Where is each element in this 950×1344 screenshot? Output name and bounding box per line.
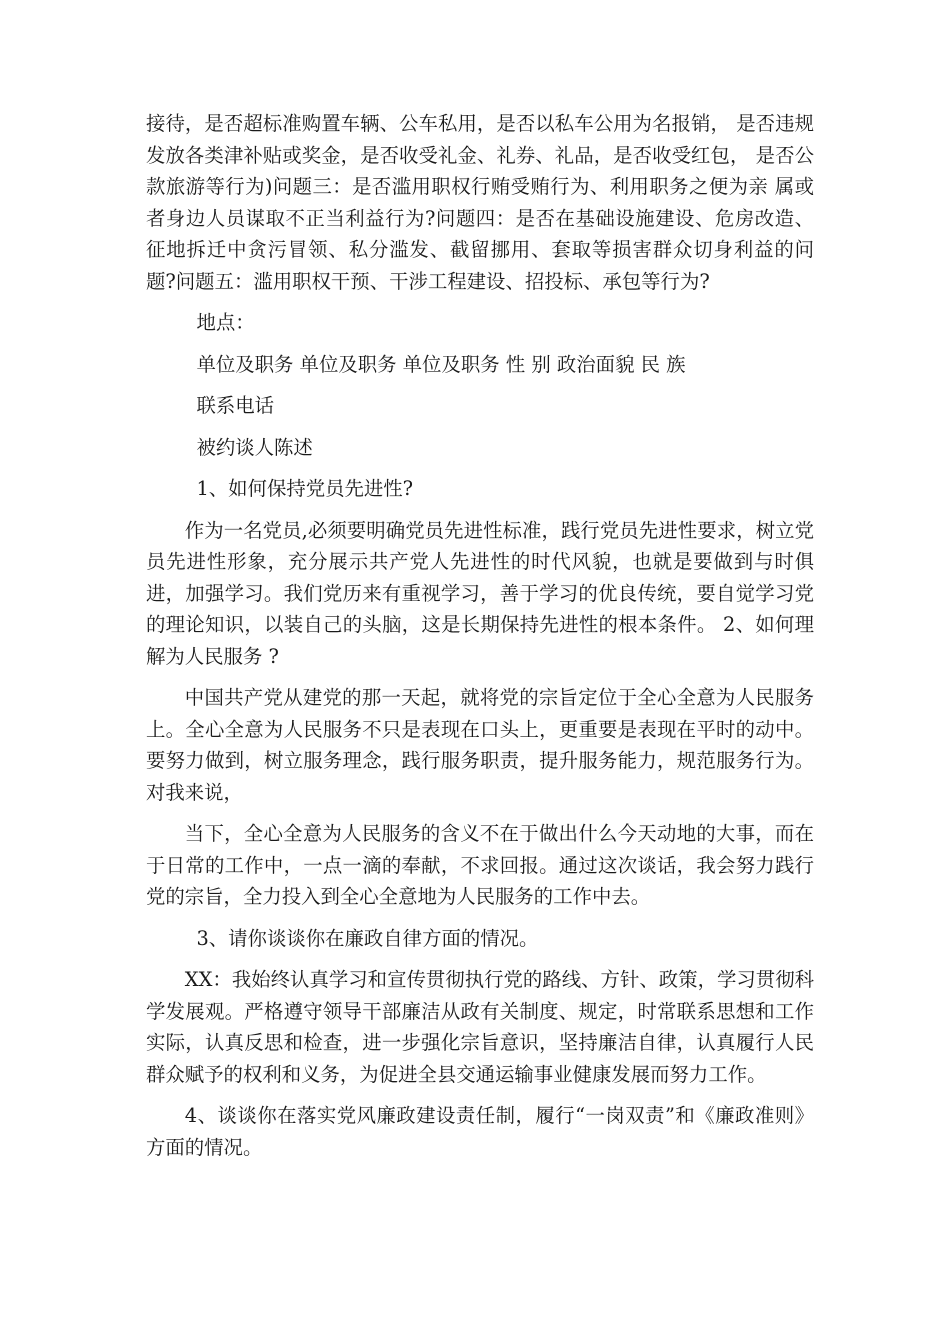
answer-1: 作为一名党员,必须要明确党员先进性标准，践行党员先进性要求，树立党员先进性形象，充分展示共产党人先进性的时代风貌，也就是要做到与时俱进，加强学习。我们党历来有重视学习，善于学习的优良传统，要自觉学习党的理论知识，以装自己的头脑，这是长期保持先进性的根本条件。 2、如何理解为人民服务 ?	[146, 518, 814, 668]
question-3: 3、请你谈谈你在廉政自律方面的情况。	[196, 926, 539, 950]
paragraph-issues-list: 接待，是否超标准购置车辆、公车私用，是否以私车公用为名报销， 是否违规发放各类津补贴或奖金，是否收受礼金、礼券、礼品，是否收受红包， 是否公款旅游等行为)问题三：是否滥用职权行贿受贿行为、利用职务之便为亲 属或者身边人员谋取不正当利益行为?问题四：是否在基础设施建设、危房改造、征地拆迁中贪污冒领、私分滥发、截留挪用、套取等损害群众切身利益的问题?问题五：滥用职权干预、干涉工程建设、招投标、承包等行为?	[146, 112, 814, 293]
answer-3: XX：我始终认真学习和宣传贯彻执行党的路线、方针、政策，学习贯彻科学发展观。严格遵守领导干部廉洁从政有关制度、规定，时常联系思想和工作实际，认真反思和检查，进一步强化宗旨意识，坚持廉洁自律，认真履行人民群众赋予的权利和义务，为促进全县交通运输事业健康发展而努力工作。	[146, 968, 814, 1086]
answer-2-part-1: 中国共产党从建党的那一天起，就将党的宗旨定位于全心全意为人民服务上。全心全意为人民服务不只是表现在口头上，更重要是表现在平时的动中。要努力做到，树立服务理念，践行服务职责，提升服务能力，规范服务行为。对我来说，	[146, 686, 814, 804]
question-4: 4、谈谈你在落实党风廉政建设责任制，履行“一岗双责”和《廉政准则》方面的情况。	[146, 1104, 814, 1159]
phone-label: 联系电话	[196, 394, 274, 417]
statement-heading: 被约谈人陈述	[196, 435, 313, 459]
form-fields-row: 单位及职务 单位及职务 单位及职务 性 别 政治面貌 民 族	[196, 352, 686, 376]
document-page	[146, 108, 814, 1163]
location-label: 地点：	[196, 311, 255, 334]
answer-2-part-2: 当下，全心全意为人民服务的含义不在于做出什么今天动地的大事，而在于日常的工作中，一点一滴的奉献，不求回报。通过这次谈话，我会努力践行党的宗旨，全力投入到全心全意地为人民服务的工作中去。	[146, 822, 814, 908]
question-1: 1、如何保持党员先进性?	[196, 477, 414, 500]
